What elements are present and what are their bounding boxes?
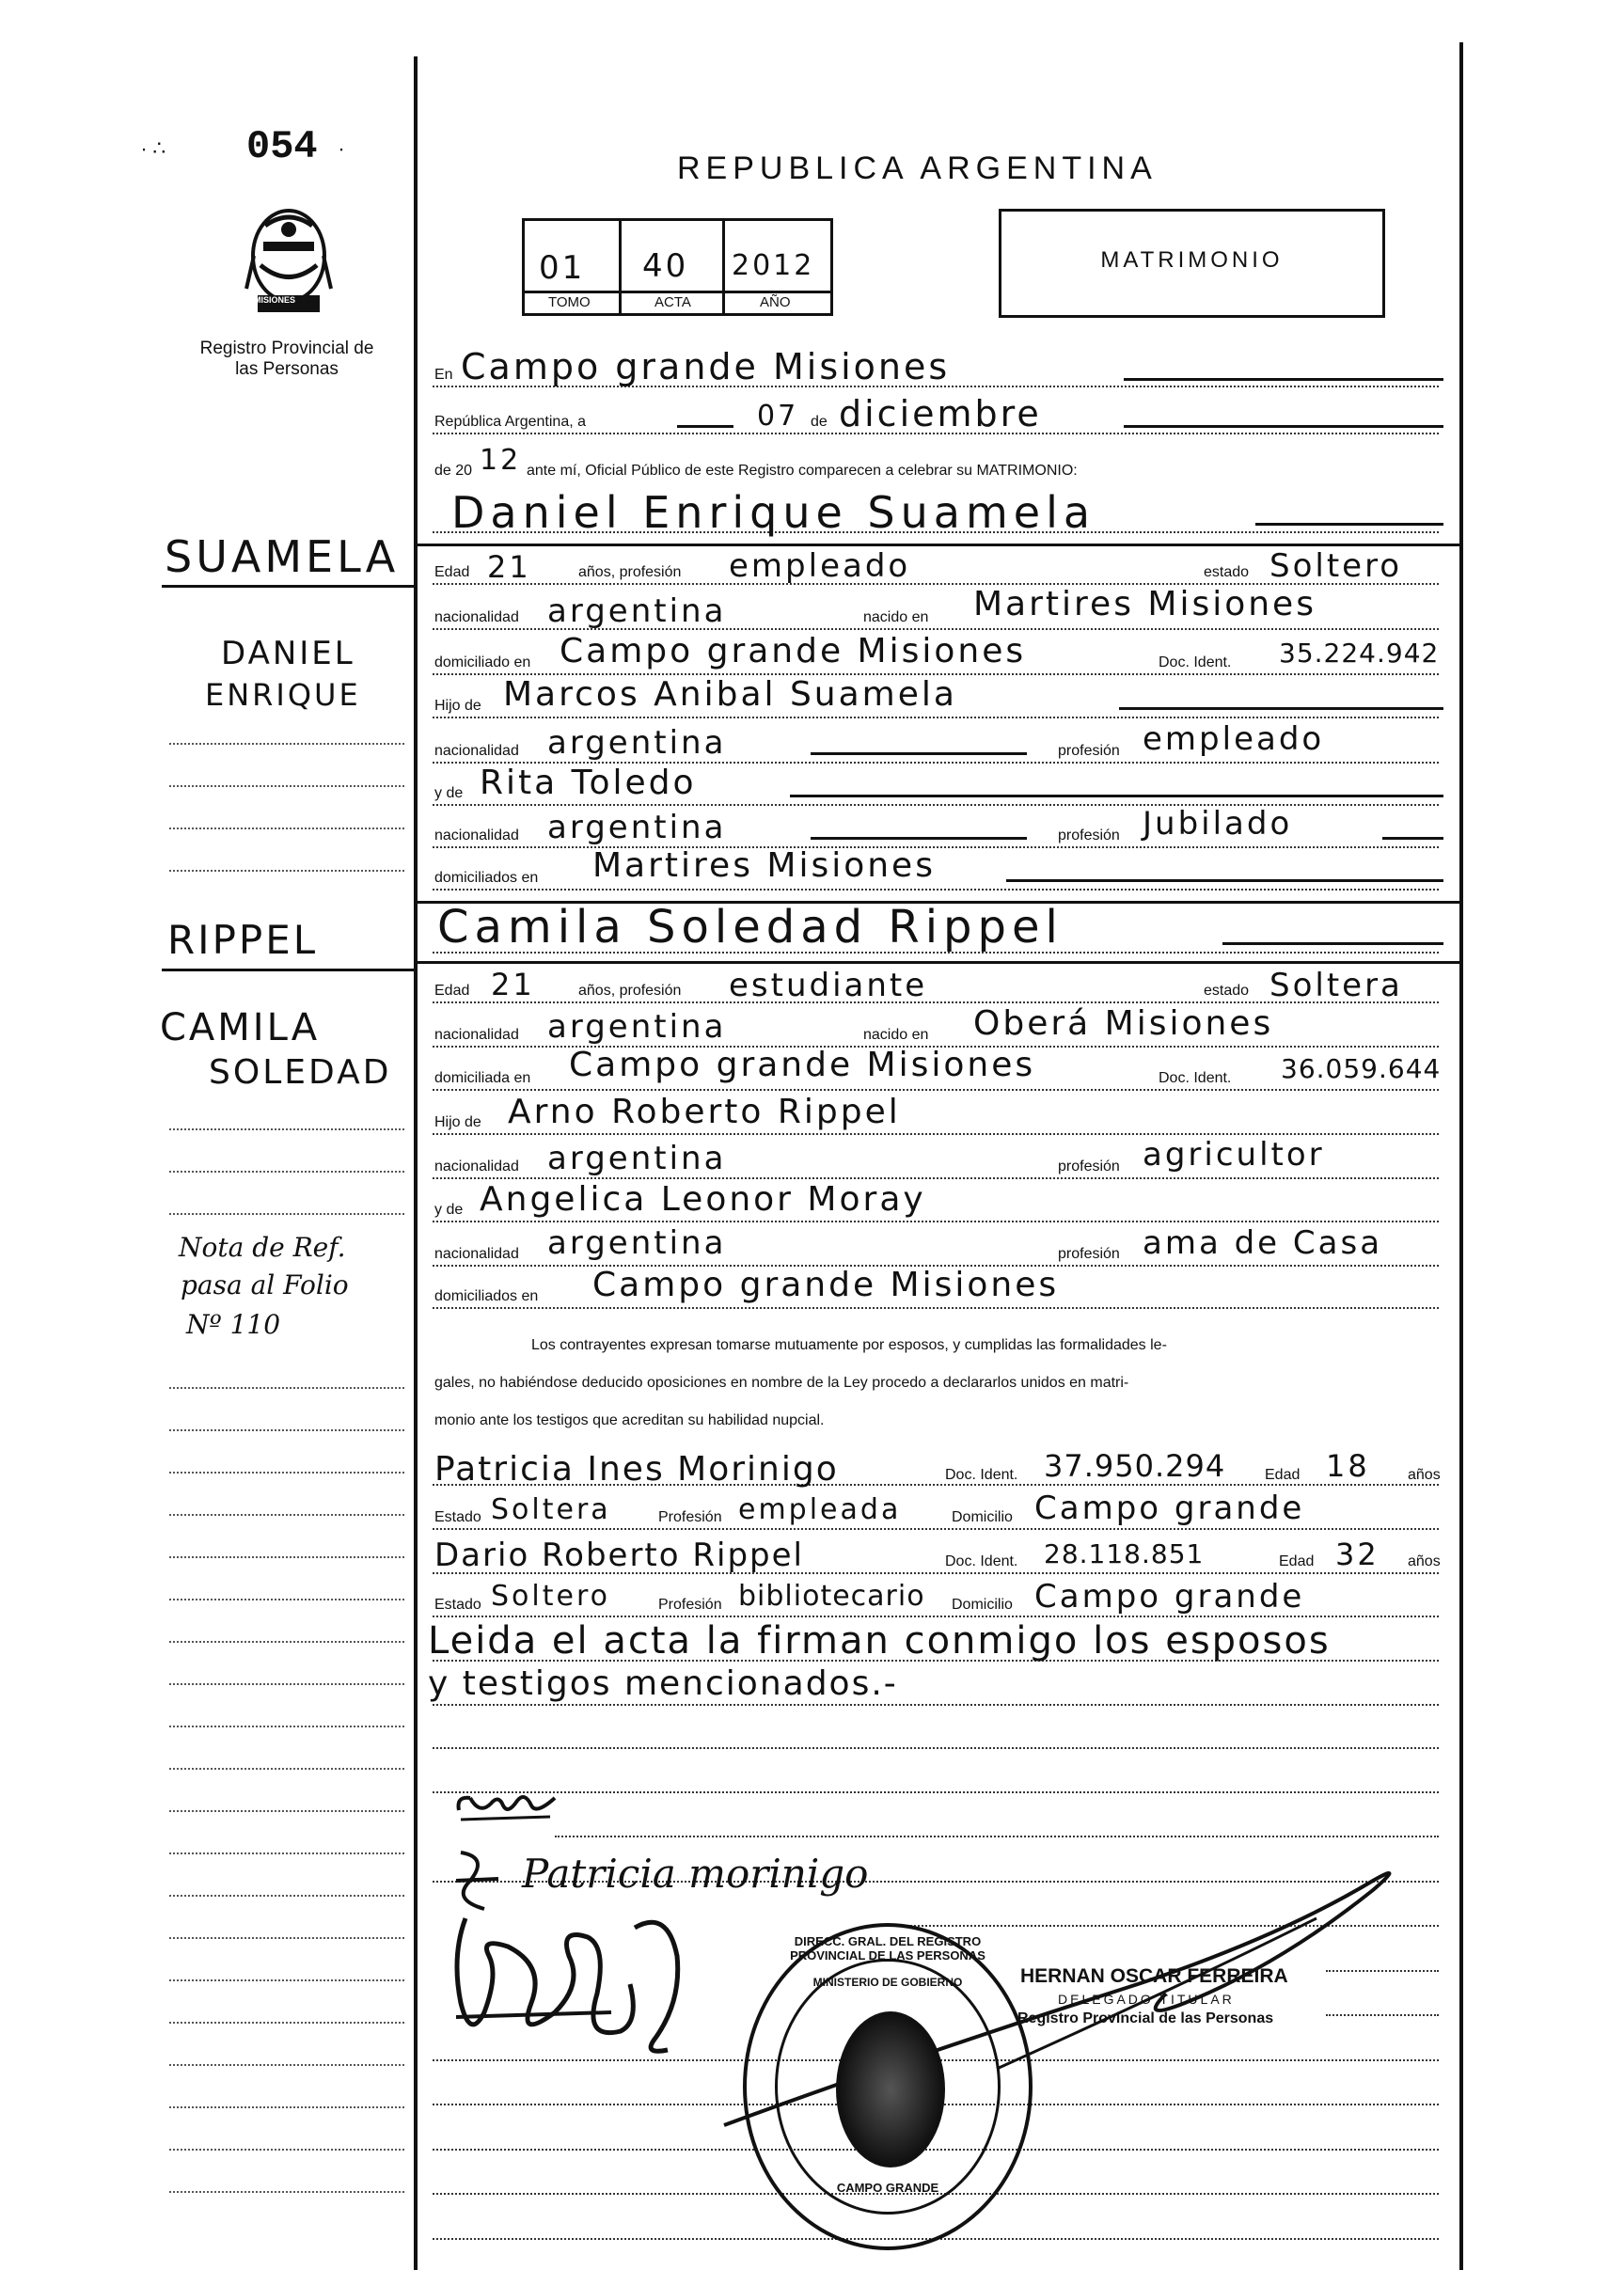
- margin-dotted-line: [169, 1810, 404, 1812]
- margin-bride-name-2: SOLEDAD: [209, 1053, 392, 1092]
- witness-signature: Patricia morinigo: [522, 1851, 869, 1897]
- witness-2-age-label: Edad: [1279, 1553, 1315, 1569]
- dotted-line: [433, 1221, 1439, 1222]
- country-title: REPUBLICA ARGENTINA: [677, 150, 1158, 186]
- signatures-scribble: [442, 1900, 715, 2059]
- margin-groom-name-2: ENRIQUE: [205, 677, 361, 713]
- witness-1-name: Patricia Ines Morinigo: [434, 1450, 839, 1489]
- witness-2-doc-label: Doc. Ident.: [945, 1553, 1018, 1569]
- place-value: Campo grande Misiones: [461, 346, 951, 387]
- groom-domicile-label: domiciliado en: [434, 654, 531, 670]
- witness-2-profession: bibliotecario: [738, 1580, 925, 1613]
- bride-mother-nationality: argentina: [547, 1224, 727, 1262]
- groom-mother-nationality: argentina: [547, 809, 727, 846]
- margin-dotted-line: [169, 2022, 404, 2024]
- groom-nationality: argentina: [547, 592, 727, 630]
- margin-dotted-line: [169, 785, 404, 787]
- dotted-line: [433, 1133, 1439, 1135]
- bride-mother-profession: ama de Casa: [1143, 1224, 1383, 1262]
- declaration-line-3: monio ante los testigos que acreditan su habilidad nupcial.: [434, 1412, 825, 1428]
- place-label: En: [434, 367, 453, 383]
- margin-dotted-line: [169, 743, 404, 745]
- witness-2-doc: 28.118.851: [1044, 1538, 1205, 1569]
- margin-dotted-line: [169, 1895, 404, 1897]
- fill-line: [1382, 837, 1443, 840]
- seal-outer-text: DIRECC. GRAL. DEL REGISTRO PROVINCIAL DE LAS PERSONAS: [790, 1934, 985, 1963]
- act-type-box: [999, 209, 1385, 318]
- declaration-line-1: Los contrayentes expresan tomarse mutuamente por esposos, y cumplidas las formalidades le-: [531, 1337, 1167, 1353]
- tomo-label: TOMO: [548, 294, 591, 310]
- groom-mother-nationality-label: nacionalidad: [434, 828, 519, 843]
- margin-note-2: pasa al Folio: [181, 1269, 349, 1301]
- month-value: diciembre: [839, 393, 1042, 434]
- groom-father-nationality: argentina: [547, 724, 727, 762]
- margin-dotted-line: [169, 1171, 404, 1173]
- bride-mother-profession-label: profesión: [1058, 1246, 1120, 1262]
- margin-bride-surname: RIPPEL: [167, 917, 319, 963]
- statement: ante mí, Oficial Público de este Registro comparecen a celebrar su MATRIMONIO:: [527, 463, 1078, 479]
- seal-center-text: CAMPO GRANDE: [836, 2181, 939, 2195]
- margin-dotted-line: [169, 1768, 404, 1770]
- official-registry: Registro Provincial de las Personas: [1017, 2010, 1274, 2026]
- margin-dots: ∙ ∴: [141, 136, 166, 160]
- groom-born-in: Martires Misiones: [973, 585, 1317, 623]
- margin-groom-underline: [162, 585, 414, 588]
- registry-name: Registro Provincial de las Personas: [199, 339, 374, 379]
- groom-father-label: Hijo de: [434, 698, 481, 714]
- bride-profession-label: años, profesión: [578, 983, 682, 999]
- margin-dotted-line: [169, 1979, 404, 1981]
- de-label: de: [811, 414, 828, 430]
- margin-dotted-line: [169, 1128, 404, 1130]
- groom-domicile: Campo grande Misiones: [560, 632, 1027, 670]
- margin-note-1: Nota de Ref.: [179, 1232, 346, 1263]
- bride-domicile: Campo grande Misiones: [569, 1046, 1036, 1084]
- witness-1-doc: 37.950.294: [1044, 1448, 1226, 1484]
- witness-1-years-label: años: [1408, 1467, 1441, 1483]
- groom-doc-label: Doc. Ident.: [1159, 654, 1232, 670]
- groom-status: Soltero: [1269, 547, 1403, 585]
- bride-nationality: argentina: [547, 1008, 727, 1046]
- margin-groom-name-1: DANIEL: [221, 635, 355, 672]
- fill-line: [677, 425, 733, 428]
- tomo-value: 01: [539, 249, 586, 287]
- bride-doc-label: Doc. Ident.: [1159, 1070, 1232, 1086]
- margin-dotted-line: [169, 1683, 404, 1685]
- witness-2-domicile: Campo grande: [1034, 1578, 1305, 1616]
- logo-text: MISIONES: [254, 295, 296, 305]
- dotted-line: [433, 1791, 1439, 1793]
- fill-line: [1124, 425, 1443, 428]
- acta-label: ACTA: [654, 294, 691, 310]
- margin-dotted-line: [169, 1726, 404, 1727]
- witness-2-name: Dario Roberto Rippel: [434, 1537, 804, 1574]
- bride-parents-domicile-label: domiciliados en: [434, 1288, 539, 1304]
- groom-born-label: nacido en: [863, 609, 929, 625]
- margin-dotted-line: [169, 1213, 404, 1215]
- fill-line: [811, 837, 1027, 840]
- bride-father-nationality-label: nacionalidad: [434, 1159, 519, 1174]
- fill-line: [1006, 879, 1443, 882]
- witness-1-profession: empleada: [738, 1493, 902, 1526]
- margin-dotted-line: [169, 1641, 404, 1643]
- groom-age: 21: [487, 549, 531, 585]
- official-name: HERNAN OSCAR FERREIRA: [1020, 1965, 1288, 1987]
- section-divider: [414, 961, 1462, 964]
- bride-born-label: nacido en: [863, 1027, 929, 1043]
- bride-mother-nationality-label: nacionalidad: [434, 1246, 519, 1262]
- declaration-line-2: gales, no habiéndose deducido oposiciones en nombre de la Ley procedo a declararlos unidos en matri-: [434, 1375, 1129, 1391]
- signature-initials: [451, 1777, 564, 1834]
- groom-father-profession: empleado: [1143, 720, 1325, 758]
- margin-dotted-line: [169, 1599, 404, 1600]
- margin-dotted-line: [169, 1556, 404, 1558]
- groom-nationality-label: nacionalidad: [434, 609, 519, 625]
- bride-father-profession: agricultor: [1143, 1136, 1325, 1174]
- bride-age-label: Edad: [434, 983, 470, 999]
- dotted-line: [433, 846, 1439, 848]
- dotted-line: [555, 1836, 1439, 1837]
- dotted-line: [433, 1616, 1439, 1617]
- margin-dotted-line: [169, 2191, 404, 2193]
- margin-dotted-line: [169, 1387, 404, 1389]
- bride-full-name: Camila Soledad Rippel: [437, 901, 1064, 954]
- official-seal: [743, 1923, 1033, 2250]
- left-frame-line: [414, 56, 418, 2270]
- dotted-line: [433, 1747, 1439, 1749]
- groom-full-name: Daniel Enrique Suamela: [451, 487, 1096, 538]
- groom-profession: empleado: [729, 547, 911, 585]
- anio-value: 2012: [732, 249, 815, 282]
- witness-1-profession-label: Profesión: [658, 1509, 722, 1525]
- tomo-acta-anio-box: [522, 218, 833, 316]
- section-divider: [414, 544, 1462, 546]
- fill-line: [1124, 378, 1443, 381]
- margin-dotted-line: [169, 2064, 404, 2066]
- bride-mother: Angelica Leonor Moray: [480, 1180, 926, 1219]
- groom-mother-profession: Jubilado: [1143, 805, 1293, 843]
- closing-line-1: Leida el acta la firman conmigo los esposos: [428, 1619, 1331, 1663]
- bride-status: Soltera: [1269, 967, 1403, 1004]
- witness-1-domicile-label: Domicilio: [952, 1509, 1013, 1525]
- witness-1-domicile: Campo grande: [1034, 1490, 1305, 1527]
- bride-age: 21: [491, 967, 535, 1002]
- margin-dotted-line: [169, 1852, 404, 1854]
- groom-father-nationality-label: nacionalidad: [434, 743, 519, 759]
- fill-line: [1255, 523, 1443, 526]
- anio-label: AÑO: [760, 294, 791, 310]
- margin-groom-surname: SUAMELA: [165, 531, 400, 582]
- witness-1-status: Soltera: [491, 1493, 611, 1526]
- fill-line: [811, 752, 1027, 755]
- witness-1-doc-label: Doc. Ident.: [945, 1467, 1018, 1483]
- day-value: 07: [757, 400, 799, 433]
- margin-dotted-line: [169, 828, 404, 829]
- republic-label: República Argentina, a: [434, 414, 586, 430]
- margin-bride-underline: [162, 969, 414, 971]
- witness-2-status: Soltero: [491, 1580, 610, 1613]
- act-type: MATRIMONIO: [1100, 247, 1284, 273]
- seal-inner-text: MINISTERIO DE GOBIERNO: [812, 1976, 963, 1989]
- closing-line-2: y testigos mencionados.-: [428, 1664, 898, 1703]
- margin-dotted-line: [169, 1937, 404, 1939]
- folio-dot: ∙: [339, 136, 345, 160]
- bride-born-in: Oberá Misiones: [973, 1004, 1274, 1043]
- fill-line: [1119, 707, 1443, 710]
- bride-parents-domicile: Campo grande Misiones: [592, 1266, 1060, 1304]
- year-suffix: 12: [480, 444, 522, 477]
- right-frame-line: [1459, 42, 1463, 2270]
- bride-father-profession-label: profesión: [1058, 1159, 1120, 1174]
- bride-mother-label: y de: [434, 1202, 464, 1218]
- groom-mother: Rita Toledo: [480, 764, 697, 802]
- groom-mother-profession-label: profesión: [1058, 828, 1120, 843]
- groom-age-label: Edad: [434, 564, 470, 580]
- groom-doc: 35.224.942: [1279, 638, 1440, 669]
- witness-1-age-label: Edad: [1265, 1467, 1301, 1483]
- witness-1-status-label: Estado: [434, 1509, 481, 1525]
- bride-father: Arno Roberto Rippel: [508, 1093, 901, 1131]
- witness-2-years-label: años: [1408, 1553, 1441, 1569]
- witness-2-profession-label: Profesión: [658, 1597, 722, 1613]
- margin-dotted-line: [169, 870, 404, 872]
- dotted-line: [433, 1528, 1439, 1530]
- margin-dotted-line: [169, 1472, 404, 1474]
- groom-father: Marcos Anibal Suamela: [503, 675, 957, 714]
- groom-profession-label: años, profesión: [578, 564, 682, 580]
- fill-line: [1222, 942, 1443, 945]
- fill-line: [790, 795, 1443, 797]
- bride-father-label: Hijo de: [434, 1114, 481, 1130]
- dotted-line: [433, 1704, 1439, 1706]
- bride-profession: estudiante: [729, 967, 928, 1004]
- margin-note-3: Nº 110: [186, 1309, 281, 1340]
- margin-dotted-line: [169, 2149, 404, 2151]
- official-title: DELEGADO TITULAR: [1058, 1992, 1235, 2007]
- groom-parents-domicile-label: domiciliados en: [434, 870, 539, 886]
- acta-value: 40: [642, 247, 689, 285]
- dotted-line: [433, 1177, 1439, 1179]
- folio-number: 054: [246, 124, 318, 169]
- witness-2-status-label: Estado: [434, 1597, 481, 1613]
- bride-doc: 36.059.644: [1281, 1053, 1442, 1084]
- margin-bride-name-1: CAMILA: [160, 1006, 321, 1049]
- witness-1-age: 18: [1326, 1448, 1370, 1484]
- groom-status-label: estado: [1204, 564, 1250, 580]
- groom-parents-domicile: Martires Misiones: [592, 846, 936, 885]
- dotted-line: [433, 717, 1439, 718]
- bride-domicile-label: domiciliada en: [434, 1070, 531, 1086]
- groom-mother-label: y de: [434, 785, 464, 801]
- margin-dotted-line: [169, 1514, 404, 1516]
- dotted-line: [433, 1307, 1439, 1309]
- dotted-line: [433, 889, 1439, 891]
- year-prefix: de 20: [434, 463, 473, 479]
- margin-dotted-line: [169, 2106, 404, 2108]
- witness-2-age: 32: [1335, 1537, 1380, 1572]
- groom-father-profession-label: profesión: [1058, 743, 1120, 759]
- bride-nationality-label: nacionalidad: [434, 1027, 519, 1043]
- witness-2-domicile-label: Domicilio: [952, 1597, 1013, 1613]
- bride-father-nationality: argentina: [547, 1140, 727, 1177]
- margin-dotted-line: [169, 1429, 404, 1431]
- bride-status-label: estado: [1204, 983, 1250, 999]
- dotted-line: [433, 1089, 1439, 1091]
